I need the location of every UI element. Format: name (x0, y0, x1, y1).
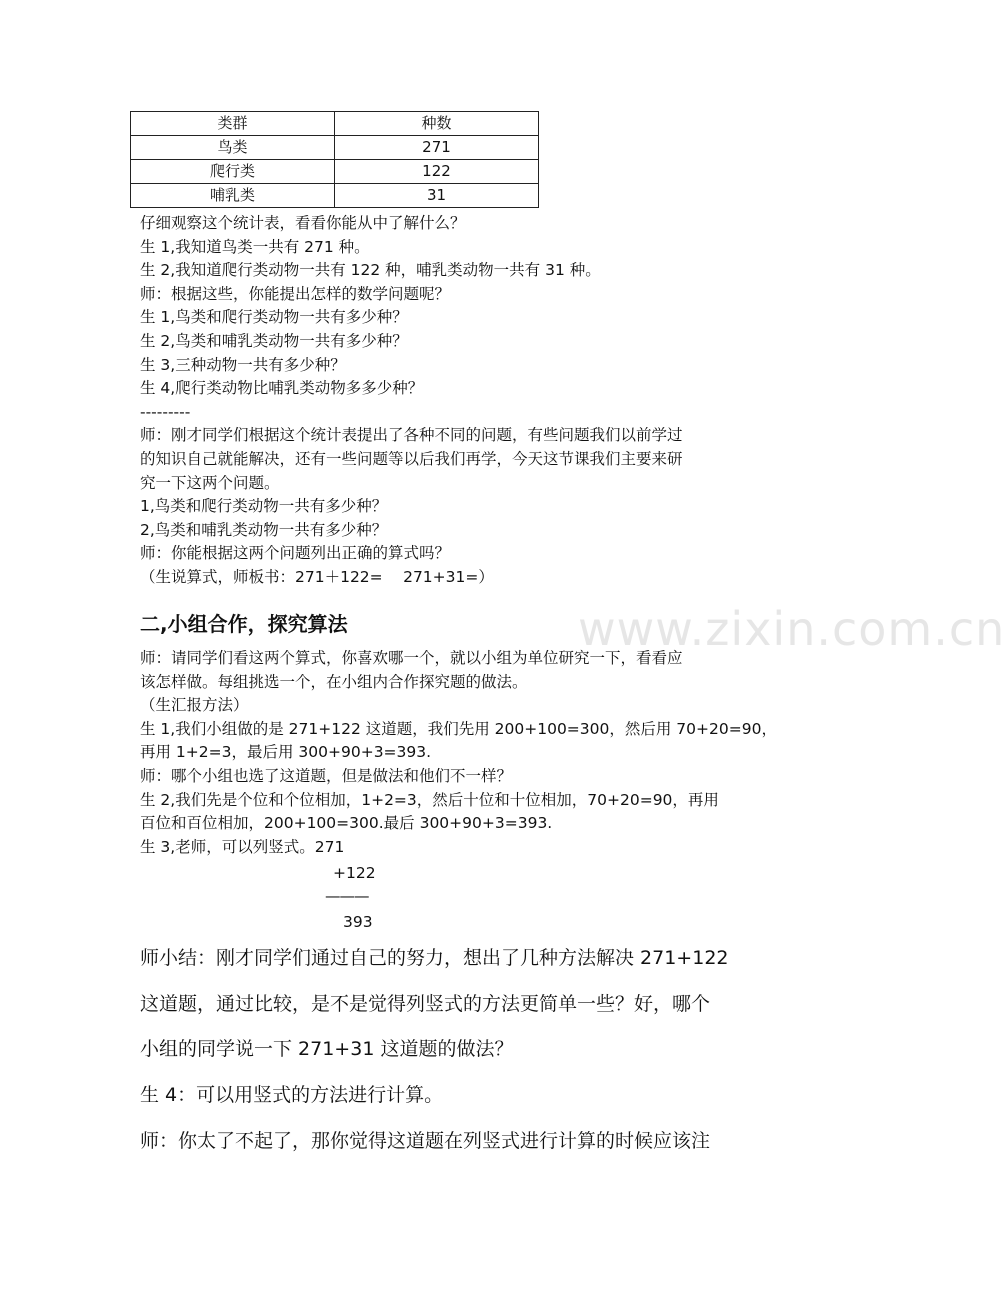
text-line: （生汇报方法） (140, 696, 249, 715)
table-cell: 31 (335, 184, 539, 208)
text-line: 再用 1+2=3，最后用 300+90+3=393. (140, 743, 432, 762)
table-cell: 鸟类 (131, 136, 335, 160)
text-line: --------- (140, 402, 191, 421)
text-line: 这道题，通过比较，是不是觉得列竖式的方法更简单一些？好，哪个 (140, 992, 711, 1015)
table-header-cell: 种数 (335, 112, 539, 136)
text-line: 师：你能根据这两个问题列出正确的算式吗？ (140, 544, 451, 563)
text-line: 生 2,我们先是个位和个位相加，1+2=3，然后十位和十位相加，70+20=90，再用 (140, 790, 719, 809)
species-table (130, 111, 539, 208)
text-line: 师：刚才同学们根据这个统计表提出了各种不同的问题，有些问题我们以前学过 (140, 426, 683, 445)
text-line: 仔细观察这个统计表，看看你能从中了解什么？ (140, 214, 466, 232)
text-line: 师小结：刚才同学们通过自己的努力，想出了几种方法解决 271+122 (140, 947, 729, 969)
text-line: 师：哪个小组也选了这道题，但是做法和他们不一样？ (140, 766, 513, 785)
table-header-cell: 类群 (131, 112, 335, 136)
section2-text (140, 647, 790, 859)
text-line: 百位和百位相加，200+100=300.最后 300+90+3=393. (140, 814, 553, 833)
text-line: （生说算式，师板书：271＋122= 271+31=） (140, 567, 494, 586)
table-row (131, 184, 539, 208)
text-line: 究一下这两个问题。 (140, 473, 280, 492)
vertical-calc-addend: +122 (333, 864, 376, 882)
text-line: 生 2,我知道爬行类动物一共有 122 种，哺乳类动物一共有 31 种。 (140, 261, 601, 280)
section1-text (140, 212, 790, 590)
text-line: 2,鸟类和哺乳类动物一共有多少种？ (140, 520, 388, 539)
table-cell: 122 (335, 160, 539, 184)
text-line: 生 4：可以用竖式的方法进行计算。 (140, 1084, 444, 1107)
table-header-row (131, 112, 539, 136)
text-line: 该怎样做。每组挑选一个，在小组内合作探究题的做法。 (140, 672, 528, 691)
text-line: 生 3,三种动物一共有多少种？ (140, 355, 346, 374)
vertical-calc-line: ——— (325, 887, 369, 905)
summary-text (140, 936, 790, 1164)
text-line: 生 2,鸟类和哺乳类动物一共有多少种？ (140, 331, 408, 350)
text-line: 生 1,我知道鸟类一共有 271 种。 (140, 237, 370, 256)
text-line: 师：根据这些，你能提出怎样的数学问题呢？ (140, 284, 451, 303)
text-line: 1,鸟类和爬行类动物一共有多少种？ (140, 497, 388, 516)
vertical-calc-result: 393 (343, 913, 373, 931)
text-line: 师：你太了不起了，那你觉得这道题在列竖式进行计算的时候应该注 (140, 1129, 711, 1152)
table-cell: 爬行类 (131, 160, 335, 184)
table-cell: 271 (335, 136, 539, 160)
text-line: 生 4,爬行类动物比哺乳类动物多多少种？ (140, 379, 424, 398)
text-line: 师：请同学们看这两个算式，你喜欢哪一个，就以小组为单位研究一下，看看应 (140, 649, 683, 667)
section2-heading: 二,小组合作，探究算法 (140, 612, 348, 636)
text-line: 小组的同学说一下 271+31 这道题的做法？ (140, 1038, 514, 1061)
watermark: www.zixin.com.cn (578, 602, 1005, 656)
table-cell: 哺乳类 (131, 184, 335, 208)
table-row (131, 136, 539, 160)
text-line: 的知识自己就能解决，还有一些问题等以后我们再学，今天这节课我们主要来研 (140, 449, 683, 468)
text-line: 生 1,鸟类和爬行类动物一共有多少种？ (140, 308, 408, 327)
text-line: 生 3,老师，可以列竖式。271 (140, 837, 345, 856)
table-row (131, 160, 539, 184)
text-line: 生 1,我们小组做的是 271+122 这道题，我们先用 200+100=300，然后用 70+20=90， (140, 719, 777, 738)
